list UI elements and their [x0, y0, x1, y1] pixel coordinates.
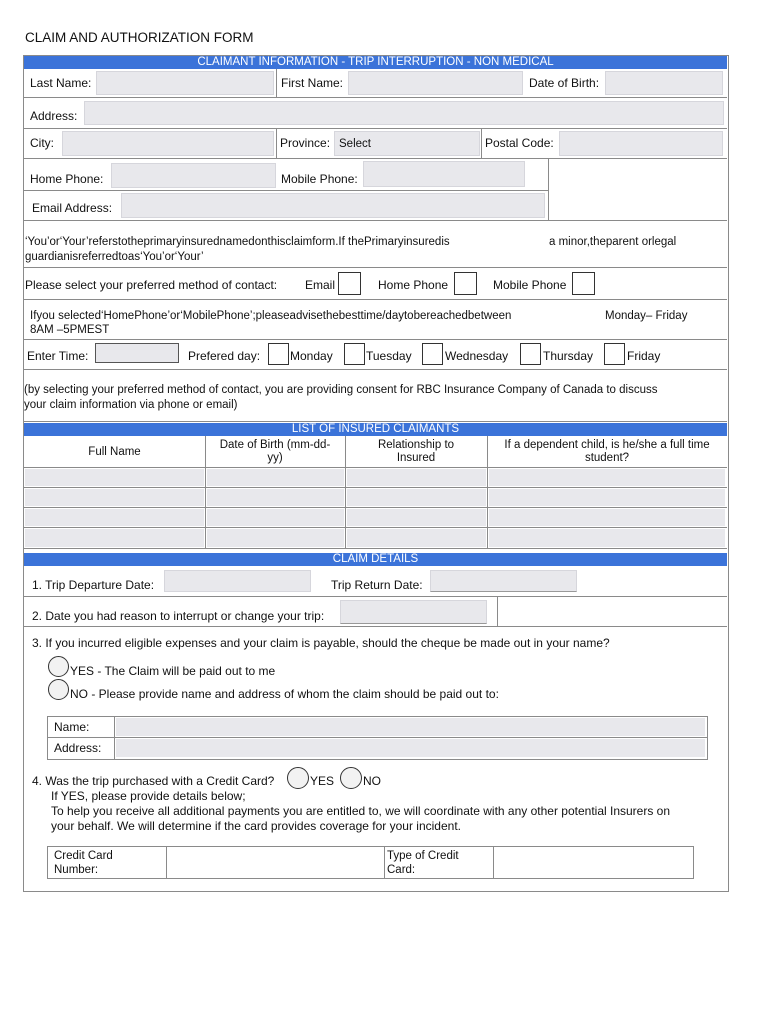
city-label: City: — [30, 136, 54, 150]
insured-4-relationship-input[interactable] — [347, 529, 486, 547]
credit-card-number-input[interactable] — [168, 848, 383, 877]
credit-card-type-label-line2: Card: — [387, 864, 416, 876]
payee-address-label: Address: — [54, 741, 102, 755]
primary-insured-note-cont: a minor,theparent orlegal — [549, 236, 677, 248]
insured-1-name-input[interactable] — [25, 469, 204, 486]
first-name-label: First Name: — [281, 76, 344, 90]
form-title: CLAIM AND AUTHORIZATION FORM — [25, 30, 254, 45]
payee-no-label: NO - Please provide name and address of whom the claim should be paid out to: — [70, 687, 499, 701]
dob-input[interactable] — [605, 71, 723, 95]
insured-2-name-input[interactable] — [25, 489, 204, 506]
payee-name-input[interactable] — [116, 718, 705, 736]
contact-home-label: Home Phone — [378, 278, 449, 292]
credit-card-no-label: NO — [363, 774, 381, 788]
contact-method-prompt: Please select your preferred method of contact: — [25, 278, 278, 292]
payee-address-input[interactable] — [116, 739, 705, 757]
payee-no-radio[interactable] — [48, 679, 69, 700]
best-time-days: Monday– Friday — [605, 310, 688, 322]
claimant-section-header: CLAIMANT INFORMATION - TRIP INTERRUPTION - NON MEDICAL — [24, 56, 727, 69]
coordination-note-line2: your behalf. We will determine if the card provides coverage for your incident. — [51, 819, 461, 833]
day-tuesday-checkbox[interactable] — [344, 343, 365, 365]
day-monday-label: Monday — [290, 349, 333, 363]
credit-card-number-label — [54, 849, 113, 877]
mobile-phone-input[interactable] — [363, 161, 525, 187]
postal-code-label: Postal Code: — [485, 136, 554, 150]
divider — [481, 128, 482, 158]
col-dob-header — [205, 439, 345, 465]
payee-yes-radio[interactable] — [48, 656, 69, 677]
divider — [24, 267, 727, 268]
return-date-label: Trip Return Date: — [331, 578, 423, 592]
primary-insured-note: ‘You’or‘Your’referstotheprimaryinsurednamedonthisclaimform.If thePrimaryinsuredis — [25, 236, 450, 248]
insured-1-dob-input[interactable] — [207, 469, 344, 486]
insured-4-name-input[interactable] — [25, 529, 204, 547]
last-name-label: Last Name: — [30, 76, 92, 90]
insured-1-relationship-input[interactable] — [347, 469, 486, 486]
last-name-input[interactable] — [96, 71, 274, 95]
divider — [24, 507, 727, 508]
day-friday-checkbox[interactable] — [604, 343, 625, 365]
insured-3-name-input[interactable] — [25, 509, 204, 526]
credit-card-type-input[interactable] — [495, 848, 691, 877]
home-phone-label: Home Phone: — [30, 172, 104, 186]
credit-card-number-label-line2: Number: — [54, 864, 99, 876]
contact-home-checkbox[interactable] — [454, 272, 477, 295]
divider — [114, 717, 115, 759]
payee-yes-label: YES - The Claim will be paid out to me — [70, 664, 276, 678]
best-time-hours: 8AM –5PMEST — [30, 324, 110, 336]
col-student-header-line1: If a dependent child, is he/she a full time — [504, 439, 710, 451]
coordination-note: To help you receive all additional payments you are entitled to, we will coordinate with any other potential Insurers on — [51, 804, 671, 818]
dob-label: Date of Birth: — [529, 76, 600, 90]
insured-3-dob-input[interactable] — [207, 509, 344, 526]
insured-3-relationship-input[interactable] — [347, 509, 486, 526]
divider — [24, 339, 727, 340]
credit-card-instructions: If YES, please provide details below; — [51, 789, 246, 803]
divider — [497, 596, 498, 626]
insured-1-student-input[interactable] — [489, 469, 725, 486]
day-wednesday-checkbox[interactable] — [422, 343, 443, 365]
col-dob-header-line2: yy) — [267, 452, 283, 464]
departure-date-input[interactable] — [164, 570, 311, 592]
contact-email-checkbox[interactable] — [338, 272, 361, 295]
contact-mobile-checkbox[interactable] — [572, 272, 595, 295]
insured-4-student-input[interactable] — [489, 529, 725, 547]
divider — [24, 596, 727, 597]
claim-details-header: CLAIM DETAILS — [24, 553, 727, 566]
divider — [24, 527, 727, 528]
day-thursday-checkbox[interactable] — [520, 343, 541, 365]
mobile-phone-label: Mobile Phone: — [281, 172, 358, 186]
divider — [276, 128, 277, 158]
payee-question: 3. If you incurred eligible expenses and your claim is payable, should the cheque be made out in your name? — [32, 636, 610, 650]
insured-2-student-input[interactable] — [489, 489, 725, 506]
col-student-header-line2: student? — [584, 452, 630, 464]
divider — [24, 467, 727, 468]
divider — [48, 737, 707, 738]
interrupt-date-label: 2. Date you had reason to interrupt or change your trip: — [32, 609, 325, 623]
departure-date-label: 1. Trip Departure Date: — [32, 578, 155, 592]
interrupt-date-input[interactable] — [340, 600, 487, 624]
col-full-name-header: Full Name — [88, 446, 141, 458]
province-selected-value: Select — [339, 138, 371, 150]
divider — [24, 158, 727, 159]
divider — [548, 158, 549, 220]
divider — [493, 847, 494, 878]
col-student-header — [487, 439, 727, 465]
address-label: Address: — [30, 109, 78, 123]
divider — [384, 847, 385, 878]
col-dob-header-line1: Date of Birth (mm-dd- — [219, 439, 331, 451]
city-input[interactable] — [62, 131, 274, 156]
divider — [24, 626, 727, 627]
credit-card-yes-label: YES — [310, 774, 335, 788]
divider — [24, 487, 727, 488]
postal-code-input[interactable] — [559, 131, 723, 156]
best-time-note: Ifyou selected‘HomePhone’or‘MobilePhone’;pleaseadvisethebesttime/daytobereachedbetween — [30, 310, 512, 322]
insured-2-dob-input[interactable] — [207, 489, 344, 506]
preferred-day-label: Prefered day: — [188, 349, 261, 363]
divider — [24, 421, 727, 422]
col-relationship-header-line1: Relationship to — [377, 439, 455, 451]
payee-name-label: Name: — [54, 720, 90, 734]
insured-2-relationship-input[interactable] — [347, 489, 486, 506]
consent-text-line2: your claim information via phone or email) — [24, 399, 238, 411]
divider — [276, 69, 277, 97]
home-phone-input[interactable] — [111, 163, 276, 188]
insured-section-header: LIST OF INSURED CLAIMANTS — [24, 423, 727, 436]
divider — [24, 220, 727, 221]
divider — [24, 128, 727, 129]
contact-email-label: Email — [305, 278, 336, 292]
day-friday-label: Friday — [627, 349, 661, 363]
contact-mobile-label: Mobile Phone — [493, 278, 567, 292]
divider — [166, 847, 167, 878]
address-input[interactable] — [84, 101, 724, 125]
day-wednesday-label: Wednesday — [445, 349, 509, 363]
day-tuesday-label: Tuesday — [366, 349, 412, 363]
enter-time-label: Enter Time: — [27, 349, 89, 363]
divider — [24, 97, 727, 98]
divider — [24, 190, 548, 191]
email-input[interactable] — [121, 193, 545, 218]
enter-time-input[interactable] — [95, 343, 179, 363]
credit-card-number-label-line1: Credit Card — [54, 850, 113, 862]
insured-4-dob-input[interactable] — [207, 529, 344, 547]
credit-card-question: 4. Was the trip purchased with a Credit Card? — [32, 774, 275, 788]
credit-card-yes-radio[interactable] — [287, 767, 309, 789]
credit-card-no-radio[interactable] — [340, 767, 362, 789]
credit-card-type-label — [387, 849, 459, 877]
credit-card-type-label-line1: Type of Credit — [387, 850, 459, 862]
primary-insured-note-line2: guardianisreferredtoas‘You’or‘Your’ — [25, 251, 204, 263]
divider — [24, 299, 727, 300]
divider — [24, 369, 727, 370]
col-relationship-header-line2: Insured — [396, 452, 436, 464]
day-monday-checkbox[interactable] — [268, 343, 289, 365]
divider — [24, 548, 727, 549]
consent-text: (by selecting your preferred method of contact, you are providing consent for RBC Insurance Company of Canada to discuss — [24, 384, 658, 396]
col-relationship-header — [345, 439, 487, 465]
province-label: Province: — [280, 136, 331, 150]
day-thursday-label: Thursday — [543, 349, 594, 363]
first-name-input[interactable] — [348, 71, 523, 95]
return-date-input[interactable] — [430, 570, 577, 592]
insured-3-student-input[interactable] — [489, 509, 725, 526]
email-label: Email Address: — [32, 201, 113, 215]
